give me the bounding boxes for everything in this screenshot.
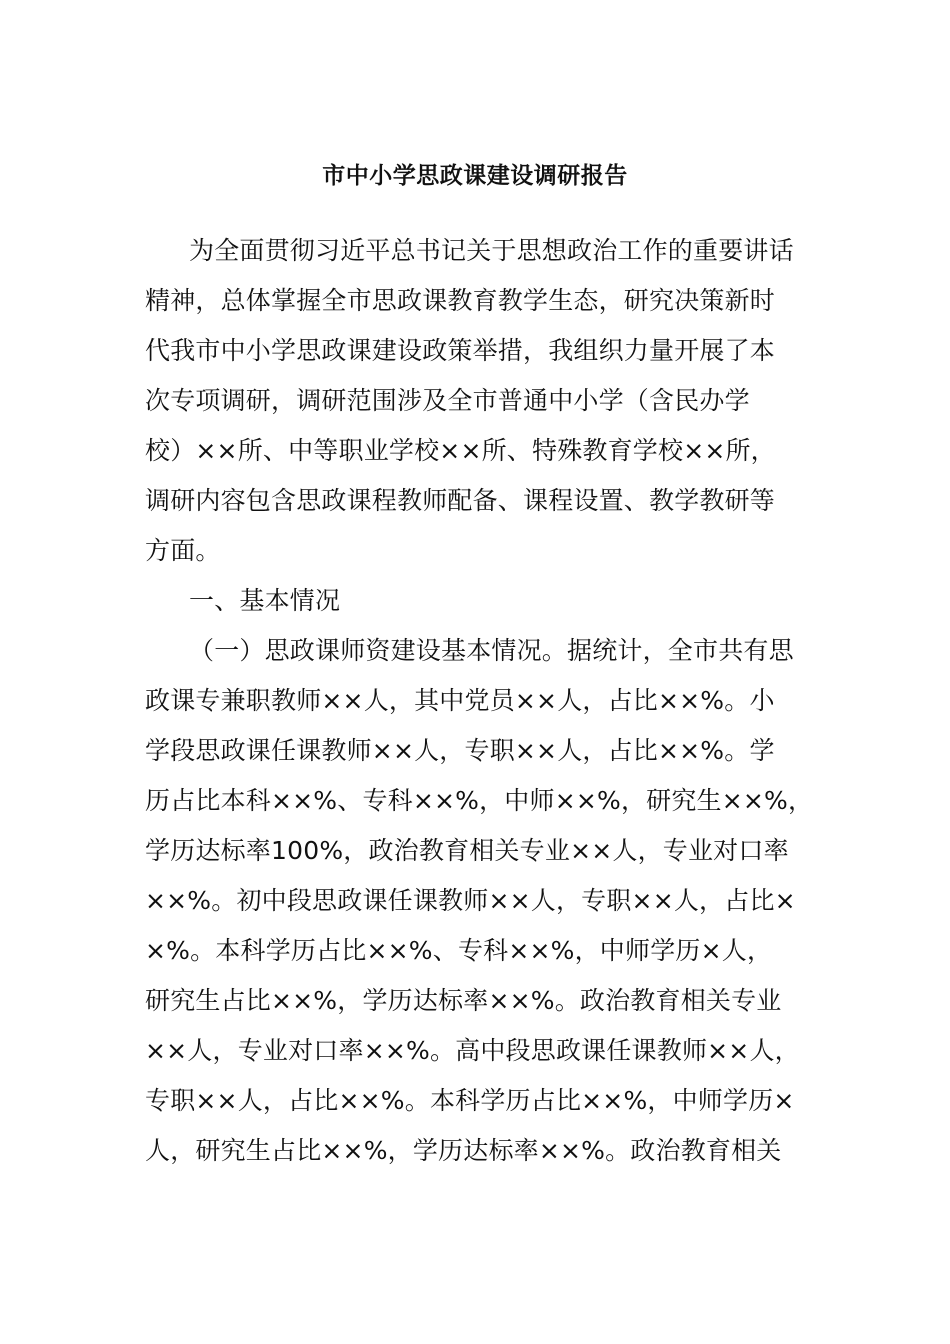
paragraph-line: 历占比本科××%、专科××%，中师××%，研究生××%， — [145, 786, 814, 815]
paragraph-line: 次专项调研，调研范围涉及全市普通中小学（含民办学 — [145, 386, 750, 415]
paragraph-line: 学段思政课任课教师××人，专职××人，占比××%。学 — [145, 736, 775, 765]
paragraph-line: ××%。初中段思政课任课教师××人，专职××人，占比× — [145, 886, 796, 915]
paragraph-line: 方面。 — [145, 536, 221, 565]
paragraph-line: 精神，总体掌握全市思政课教育教学生态，研究决策新时 — [145, 286, 776, 315]
paragraph-line: 研究生占比××%，学历达标率××%。政治教育相关专业 — [145, 986, 782, 1015]
paragraph-line: 人，研究生占比××%，学历达标率××%。政治教育相关 — [145, 1136, 782, 1165]
document-title: 市中小学思政课建设调研报告 — [322, 163, 628, 189]
document-body — [145, 226, 825, 1176]
paragraph-line: ××人，专业对口率××%。高中段思政课任课教师××人， — [145, 1036, 800, 1065]
paragraph-line: 政课专兼职教师××人，其中党员××人，占比××%。小 — [145, 686, 775, 715]
paragraph-line: ×%。本科学历占比××%、专科××%，中师学历×人， — [145, 936, 773, 965]
section-heading: 一、基本情况 — [189, 586, 341, 615]
paragraph-line: 学历达标率100%，政治教育相关专业××人，专业对口率 — [145, 836, 789, 865]
paragraph-line: 调研内容包含思政课程教师配备、课程设置、教学教研等 — [145, 486, 776, 515]
paragraph-line: 为全面贯彻习近平总书记关于思想政治工作的重要讲话 — [189, 236, 794, 265]
paragraph-line: 代我市中小学思政课建设政策举措，我组织力量开展了本 — [145, 336, 776, 365]
paragraph-line: 专职××人，占比××%。本科学历占比××%，中师学历× — [145, 1086, 795, 1115]
paragraph-line: 校）××所、中等职业学校××所、特殊教育学校××所， — [145, 436, 776, 465]
paragraph-line: （一）思政课师资建设基本情况。据统计，全市共有思 — [189, 636, 794, 665]
